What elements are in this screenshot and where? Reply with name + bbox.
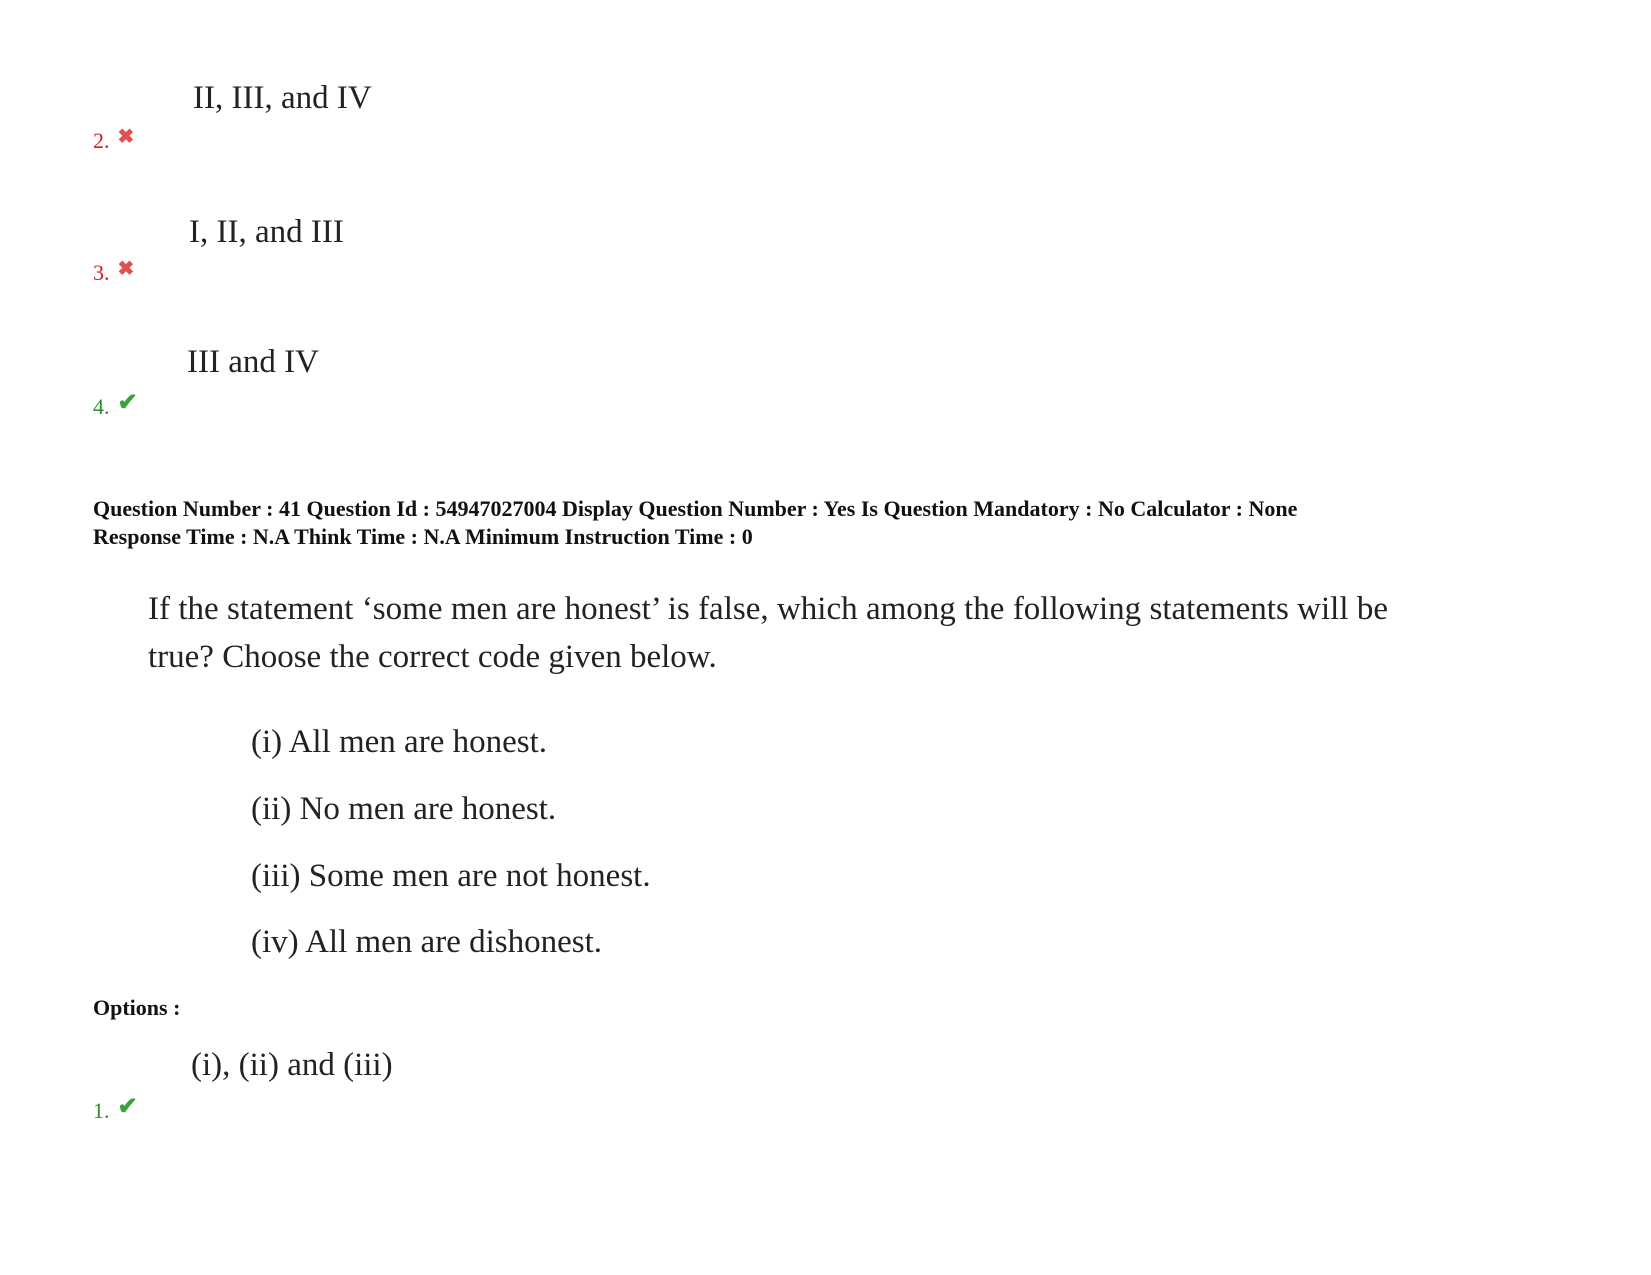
statement-ii: (ii) No men are honest.: [251, 791, 557, 827]
option-1-text: (i), (ii) and (iii): [191, 1047, 393, 1083]
question-meta-line-1: Question Number : 41 Question Id : 54947027004 Display Question Number : Yes Is Question Mandatory : No Calculator : None: [93, 496, 1298, 521]
question-meta-line-2: Response Time : N.A Think Time : N.A Minimum Instruction Time : 0: [93, 524, 753, 549]
option-2-text: II, III, and IV: [193, 80, 372, 116]
option-1-number: [93, 1096, 138, 1125]
option-4-text: III and IV: [187, 344, 319, 380]
options-label: Options :: [93, 995, 181, 1020]
check-icon: ✔: [117, 390, 138, 416]
statement-iii: (iii) Some men are not honest.: [251, 858, 651, 894]
question-text: If the statement ‘some men are honest’ is false, which among the following statements will be true? Choose the correct code given below.: [148, 591, 1388, 675]
option-3-text: I, II, and III: [189, 214, 344, 250]
statement-iv: (iv) All men are dishonest.: [251, 924, 603, 960]
option-2-label: 2.: [93, 128, 110, 153]
option-4-number: [93, 392, 138, 421]
option-3-number: [93, 257, 135, 286]
cross-icon: ✖: [117, 125, 135, 148]
question-meta: [93, 495, 1297, 551]
cross-icon: ✖: [117, 257, 135, 280]
option-2-number: [93, 125, 135, 154]
check-icon: ✔: [117, 1094, 138, 1120]
option-3-label: 3.: [93, 260, 110, 285]
option-1-label: 1.: [93, 1097, 110, 1123]
statement-i: (i) All men are honest.: [251, 724, 548, 760]
option-4-label: 4.: [93, 393, 110, 419]
